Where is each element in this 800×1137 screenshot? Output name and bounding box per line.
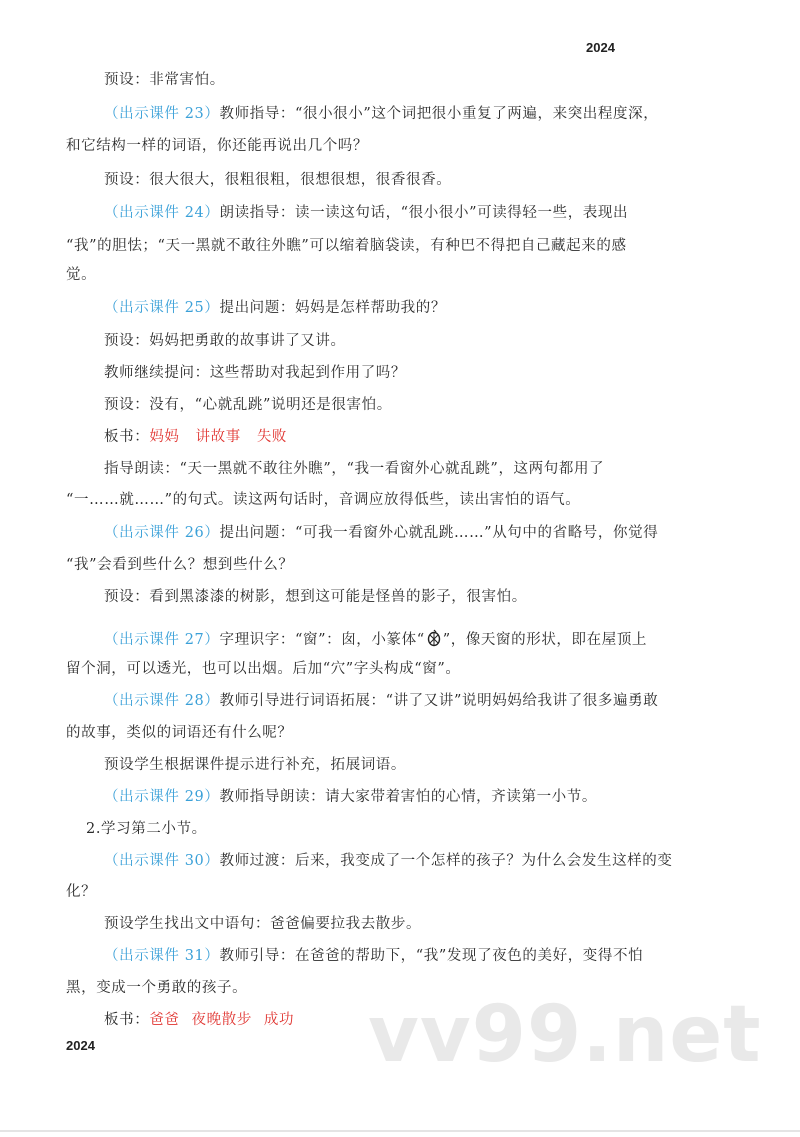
line-text: 朗读指导：读一读这句话，“很小很小”可读得轻一些，表现出	[219, 205, 629, 221]
board-writing-line	[104, 427, 784, 447]
paragraph-line	[104, 523, 784, 543]
paragraph-line	[66, 236, 746, 256]
line-text: 预设学生根据课件提示进行补充，拓展词语。	[104, 757, 406, 773]
courseware-tag: （出示课件 29）	[104, 789, 220, 805]
paragraph-line	[104, 104, 784, 124]
board-item: 失败	[256, 429, 288, 445]
line-text: 教师过渡：后来，我变成了一个怎样的孩子？为什么会发生这样的变	[219, 853, 673, 869]
line-text: ”，像天窗的形状，即在屋顶上	[442, 632, 648, 648]
page-bottom-divider	[0, 1130, 800, 1132]
header-year: 2024	[586, 40, 615, 55]
line-text: 字理识字：“窗”：囱，小篆体“	[219, 632, 425, 648]
paragraph-line	[104, 755, 784, 775]
line-text: 留个洞，可以透光，也可以出烟。后加“穴”字头构成“窗”。	[66, 661, 461, 677]
line-text: 指导朗读：“天一黑就不敢往外瞧”，“我一看窗外心就乱跳”，这两句都用了	[104, 461, 605, 477]
line-text: 黑，变成一个勇敢的孩子。	[66, 980, 248, 996]
line-text: 和它结构一样的词语，你还能再说出几个吗？	[66, 138, 368, 154]
line-text: 预设学生找出文中语句：爸爸偏要拉我去散步。	[104, 916, 422, 932]
line-text: 教师指导：“很小很小”这个词把很小重复了两遍，来突出程度深，	[219, 106, 659, 122]
paragraph-line	[104, 691, 784, 711]
board-item: 妈妈	[149, 429, 180, 445]
courseware-tag: （出示课件 24）	[104, 205, 220, 221]
board-item: 讲故事	[195, 429, 241, 445]
line-text: 教师指导朗读：请大家带着害怕的心情，齐读第一小节。	[219, 789, 597, 805]
paragraph-line	[66, 265, 746, 285]
line-text: 提出问题：“可我一看窗外心就乱跳……”从句中的省略号，你觉得	[219, 525, 659, 541]
paragraph-line	[104, 914, 784, 934]
line-text: 提出问题：妈妈是怎样帮助我的？	[219, 300, 446, 316]
paragraph-line	[104, 946, 784, 966]
board-label: 板书：	[104, 429, 150, 445]
board-item: 夜晚散步	[191, 1012, 252, 1028]
paragraph-line	[104, 363, 784, 383]
line-text: 的故事，类似的词语还有什么呢？	[66, 725, 293, 741]
line-text: “我”会看到些什么？想到些什么？	[66, 557, 294, 573]
line-text: 预设：看到黑漆漆的树影，想到这可能是怪兽的影子，很害怕。	[104, 589, 527, 605]
line-text: 预设：非常害怕。	[104, 72, 225, 88]
section-heading	[86, 819, 766, 839]
line-text: “我”的胆怯；“天一黑就不敢往外瞧”可以缩着脑袋读，有种巴不得把自己藏起来的感	[66, 238, 627, 254]
board-label: 板书：	[104, 1012, 150, 1028]
courseware-tag: （出示课件 30）	[104, 853, 220, 869]
paragraph-line	[66, 882, 746, 902]
watermark: vv99.net	[368, 990, 762, 1080]
footer-year: 2024	[66, 1038, 95, 1053]
paragraph-line	[104, 298, 784, 318]
line-text: 教师引导进行词语拓展：“讲了又讲”说明妈妈给我讲了很多遍勇敢	[219, 693, 659, 709]
paragraph-line	[104, 787, 784, 807]
paragraph-line	[66, 136, 746, 156]
paragraph-line	[104, 203, 784, 223]
line-text: 预设：没有，“心就乱跳”说明还是很害怕。	[104, 397, 392, 413]
paragraph-line	[104, 331, 784, 351]
paragraph-line	[104, 170, 784, 190]
paragraph-line	[104, 395, 784, 415]
line-text: “一……就……”的句式。读这两句话时，音调应放得低些，读出害怕的语气。	[66, 492, 581, 508]
paragraph-line	[104, 851, 784, 871]
courseware-tag: （出示课件 27）	[104, 632, 220, 648]
line-text: 教师引导：在爸爸的帮助下，“我”发现了夜色的美好，变得不怕	[219, 948, 644, 964]
line-text: 2.学习第二小节。	[86, 821, 207, 837]
courseware-tag: （出示课件 31）	[104, 948, 220, 964]
courseware-tag: （出示课件 25）	[104, 300, 220, 316]
paragraph-line	[104, 70, 784, 90]
paragraph-line	[66, 723, 746, 743]
line-text: 教师继续提问：这些帮助对我起到作用了吗？	[104, 365, 406, 381]
seal-script-window-glyph-icon	[427, 629, 441, 647]
courseware-tag: （出示课件 23）	[104, 106, 220, 122]
paragraph-line	[104, 629, 784, 650]
paragraph-line	[66, 490, 746, 510]
paragraph-line	[66, 555, 746, 575]
board-item: 成功	[263, 1012, 295, 1028]
line-text: 化？	[66, 884, 97, 900]
board-item: 爸爸	[149, 1012, 180, 1028]
paragraph-line	[66, 659, 746, 679]
courseware-tag: （出示课件 26）	[104, 525, 220, 541]
courseware-tag: （出示课件 28）	[104, 693, 220, 709]
paragraph-line	[104, 587, 784, 607]
line-text: 预设：很大很大，很粗很粗，很想很想，很香很香。	[104, 172, 452, 188]
line-text: 预设：妈妈把勇敢的故事讲了又讲。	[104, 333, 346, 349]
paragraph-line	[104, 459, 784, 479]
line-text: 觉。	[66, 267, 97, 283]
